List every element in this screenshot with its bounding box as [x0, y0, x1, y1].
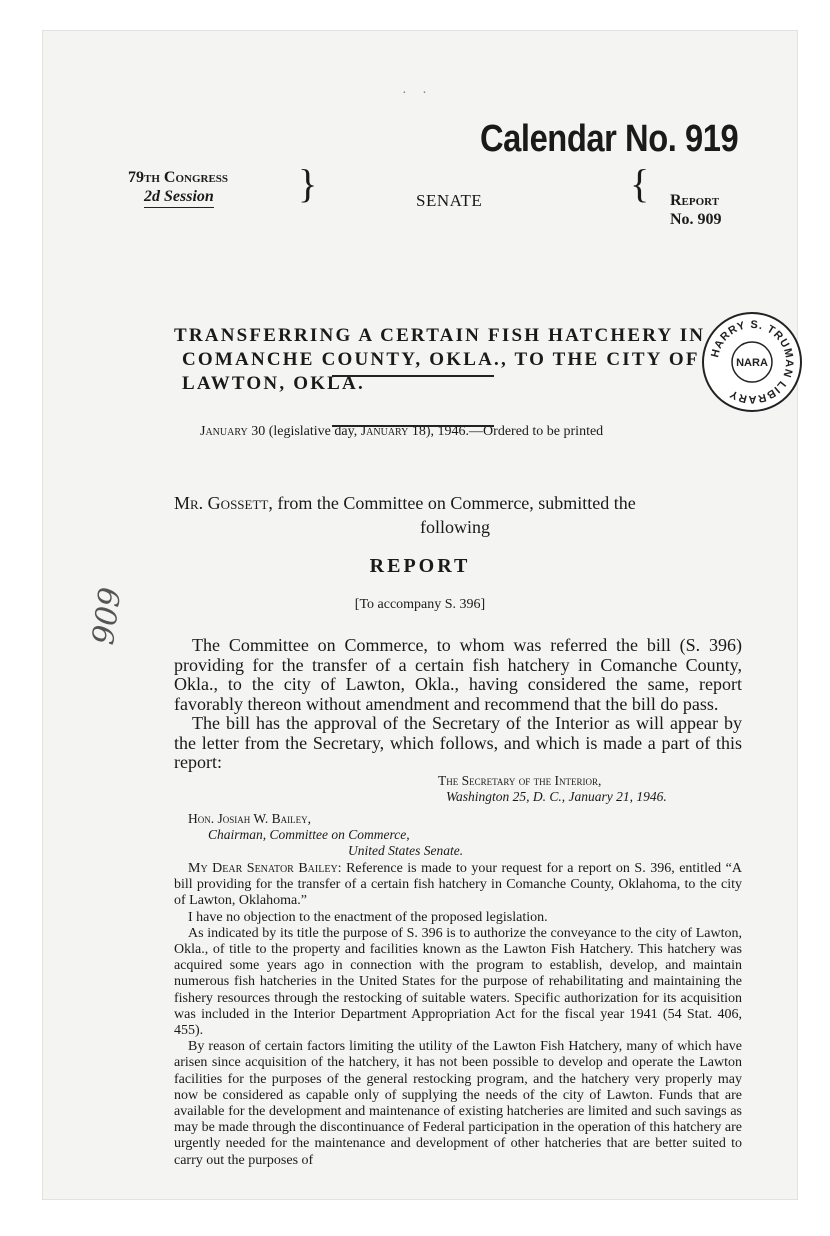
- date-part-2: 18), 1946.—Ordered to be printed: [408, 424, 604, 439]
- congress-label: 79th Congress: [128, 169, 229, 186]
- document-page: [42, 30, 798, 1200]
- calendar-number: Calendar No. 919: [480, 118, 739, 160]
- sender-place-date: Washington 25, D. C., January 21, 1946.: [446, 789, 667, 804]
- date-month-1: January: [200, 424, 248, 439]
- letter-sender: [438, 773, 667, 805]
- stamp-ring-text: HARRY S. TRUMAN LIBRARY: [709, 318, 796, 406]
- session-label: 2d Session: [144, 187, 214, 208]
- faint-marks: · ·: [402, 86, 433, 101]
- handwritten-number: 909: [86, 585, 129, 647]
- letter-salutation: My Dear Senator Bailey:: [188, 861, 342, 876]
- truman-library-stamp: [702, 312, 802, 412]
- congress-session: [128, 168, 228, 208]
- report-label: Report: [670, 192, 720, 209]
- letter-paragraph: By reason of certain factors limiting the utility of the Lawton Fish Hatchery, many of which have arisen since acquisition of the hatchery, it has not been possible to develop and operate the Lawton facilities for the purposes of the general restocking program, and the hatchery very properly may now be considered as capable only of supplying the needs of the city of Lawton. Funds that are available for the development and maintenance of existing hatcheries are limited and such savings as may be made through the discontinuance of Federal participation in the operation of this hatchery are urgently needed for the maintenance and development of other hatcheries that are better suited to carry out the purposes of: [174, 1039, 742, 1168]
- report-title: TRANSFERRING A CERTAIN FISH HATCHERY IN COMANCHE COUNTY, OKLA., TO THE CITY OF LAWTON, OKLA.: [174, 325, 706, 394]
- date-part-1: 30 (legislative day,: [247, 424, 361, 439]
- sender-title: The Secretary of the Interior,: [438, 773, 602, 788]
- report-heading: REPORT: [369, 555, 471, 577]
- letter-body: [174, 861, 742, 1169]
- submission-statement: [174, 491, 736, 539]
- addressee-position: Chairman, Committee on Commerce,: [208, 827, 410, 842]
- stamp-seal-icon: [704, 314, 800, 410]
- right-brace: {: [630, 161, 650, 206]
- letter-paragraph: As indicated by its title the purpose of S. 396 is to authorize the conveyance to the city of Lawton, Okla., of title to the property and facilities known as the Lawton Fish Hatchery. This hatchery was acquired some years ago in connection with the program to establish, develop, and maintain numerous fish hatcheries in the United States for the purpose of rehabilitating and maintaining the fishery resources through the restocking of suitable waters. Specific authorization for its acquisition was included in the Interior Department Appropriation Act for the fiscal year 1941 (54 Stat. 406, 455).: [174, 925, 742, 1039]
- letter-paragraph: I have no objection to the enactment of the proposed legislation.: [188, 909, 548, 925]
- intro-line-2: following: [420, 517, 490, 537]
- letter-paragraph-text: Reference is made to your request for a report on S. 396, entitled “A bill providing for the transfer of a certain fish hatchery in Comanche County, Oklahoma, to the city of Lawton, Oklahoma.”: [174, 861, 743, 909]
- letter-addressee: [188, 811, 463, 859]
- intro-line-1: , from the Committee on Commerce, submitted the: [268, 493, 636, 513]
- stamp-center-text: NARA: [736, 357, 768, 369]
- date-month-2: January: [360, 424, 409, 439]
- senator-name: Mr. Gossett: [174, 493, 269, 513]
- accompany-note: [To accompany S. 396]: [354, 597, 486, 612]
- addressee-name: Hon. Josiah W. Bailey,: [188, 811, 312, 826]
- report-body: [174, 636, 742, 773]
- body-paragraph: The Committee on Commerce, to whom was referred the bill (S. 396) providing for the transfer of a certain fish hatchery in Comanche County, Okla., to the city of Lawton, Okla., having considered the same, report favorably thereon without amendment and recommend that the bill do pass.: [174, 635, 742, 714]
- left-brace: }: [298, 161, 318, 206]
- divider-rule-bottom: [332, 425, 494, 427]
- chamber-label: SENATE: [416, 191, 483, 210]
- divider-rule-top: [332, 375, 494, 377]
- report-number-block: [670, 191, 722, 229]
- letter-paragraph: [174, 861, 742, 910]
- report-number: No. 909: [670, 211, 722, 228]
- body-paragraph: The bill has the approval of the Secretary of the Interior as will appear by the letter from the Secretary, which follows, and which is made a part of this report:: [174, 713, 742, 772]
- addressee-body: United States Senate.: [348, 843, 464, 858]
